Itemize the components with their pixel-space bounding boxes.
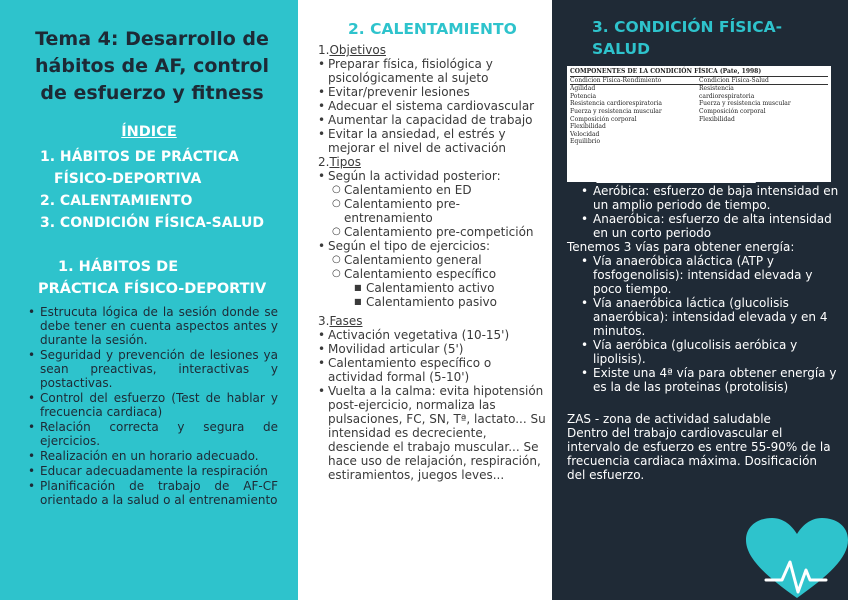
- list-item: • Aumentar la capacidad de trabajo: [318, 113, 546, 127]
- list-item: ○ Calentamiento en ED: [318, 183, 546, 197]
- list-item: ○ Calentamiento general: [318, 253, 546, 267]
- list-item: • Preparar física, fisiológica y psicológicamente al sujeto: [318, 57, 546, 85]
- objetivos-list: [318, 57, 546, 155]
- section-1-heading: [38, 256, 266, 300]
- list-item: • Realización en un horario adecuado.: [40, 449, 278, 463]
- index-item: 3. CONDICIÓN FÍSICA-SALUD: [40, 215, 264, 231]
- sub-number: 1.: [318, 43, 330, 57]
- list-item: • Aeróbica: esfuerzo de baja intensidad en un amplio periodo de tiempo.: [567, 184, 839, 212]
- sub-label: Objetivos: [329, 43, 386, 57]
- list-item: ■ Calentamiento pasivo: [318, 295, 546, 309]
- table-cell: Flexibilidad: [699, 115, 735, 123]
- table-cell: Resistencia: [699, 85, 734, 93]
- title-line: de esfuerzo y fitness: [40, 82, 264, 104]
- section-3-heading: [592, 16, 832, 60]
- section-2-body: [318, 43, 546, 482]
- zas-label: ZAS - zona de actividad saludable: [567, 412, 771, 426]
- sub-label: Tipos: [329, 155, 361, 169]
- vias-list: [567, 254, 839, 394]
- list-item: • Vía anaeróbica aláctica (ATP y fosfogenolisis): intensidad elevada y poco tiempo.: [567, 254, 839, 296]
- middle-panel: [298, 0, 552, 600]
- index-list: [40, 146, 264, 234]
- section-3-body: [567, 170, 839, 482]
- heart-pulse-icon: [746, 518, 848, 600]
- list-item: • Existe una 4ª vía para obtener energía y es la de las proteinas (protolisis): [567, 366, 839, 394]
- list-item: • Anaeróbica: esfuerzo de alta intensidad en un corto periodo: [567, 212, 839, 240]
- table-cell: Agilidad: [570, 85, 596, 93]
- right-panel: [552, 0, 848, 600]
- table-cell: Flexibilidad: [570, 123, 606, 131]
- table-cell: Resistencia cardiorespiratoria: [570, 100, 663, 108]
- subheading-resistencia: [567, 170, 839, 184]
- table-cell: Velocidad: [570, 130, 600, 138]
- list-item: • Vía anaeróbica láctica (glucolisis anaeróbica): intensidad elevada y en 4 minutos.: [567, 296, 839, 338]
- list-item: ■ Calentamiento activo: [318, 281, 546, 295]
- list-item: ○ Calentamiento específico: [318, 267, 546, 281]
- list-item: • Planificación de trabajo de AF-CF orientado a la salud o al entrenamiento: [40, 479, 278, 507]
- table-title: COMPONENTES DE LA CONDICIÓN FÍSICA (Pate, 1998): [570, 68, 762, 75]
- sub-label: Fases: [329, 314, 363, 328]
- list-item: • Movilidad articular (5'): [318, 342, 546, 356]
- table-header-cell: Condicion Física-Rendimiento: [570, 76, 662, 84]
- table-col-rendimiento: [570, 85, 699, 146]
- subheading-objetivos: [318, 43, 546, 57]
- list-item: • Estrucuta lógica de la sesión donde se debe tener en cuenta aspectos antes y durante la sesión.: [40, 305, 278, 347]
- table-header: [570, 76, 828, 86]
- table-header-cell: Condicion Física-Salud: [699, 76, 769, 84]
- heading-line: 3. CONDICIÓN FÍSICA-: [592, 18, 783, 36]
- table-cell: Equilibrio: [570, 138, 601, 146]
- resistencia-list: [567, 184, 839, 240]
- list-item: • Vuelta a la calma: evita hipotensión post-ejercicio, normaliza las pulsaciones, FC, SN, Tª, lactato... Su intensidad es decreciente, desciende el trabajo muscular... Se hace uso de relajación, respiración, estiramientos, juegos leves...: [318, 384, 546, 482]
- index-item: FÍSICO-DEPORTIVA: [54, 171, 202, 187]
- table-cell: Composición corporal: [699, 107, 766, 115]
- sub-number: 2.: [318, 155, 330, 169]
- list-item: • Activación vegetativa (10-15'): [318, 328, 546, 342]
- components-table: [567, 66, 831, 182]
- list-item: • Adecuar el sistema cardiovascular: [318, 99, 546, 113]
- title-line: hábitos de AF, control: [35, 55, 269, 77]
- heading-line: PRÁCTICA FÍSICO-DEPORTIV: [38, 281, 267, 297]
- index-heading: ÍNDICE: [121, 124, 177, 140]
- list-item: • Relación correcta y segura de ejercicios.: [40, 420, 278, 448]
- table-cell: Potencia: [570, 92, 597, 100]
- vias-intro: Tenemos 3 vías para obtener energía:: [567, 240, 795, 254]
- list-item: • Según la actividad posterior:: [318, 169, 546, 183]
- sub-label: Resistencia cardiovascular: [596, 170, 756, 184]
- list-item: • Según el tipo de ejercicios:: [318, 239, 546, 253]
- table-body: [570, 85, 828, 146]
- table-cell: cardiorespiratoria: [699, 92, 755, 100]
- sub-number: 3.: [318, 314, 330, 328]
- list-item: • Seguridad y prevención de lesiones ya sean preactivas, interactivas y postactivas.: [40, 348, 278, 390]
- list-item: ○ Calentamiento pre-competición: [318, 225, 546, 239]
- heading-line: SALUD: [592, 40, 650, 58]
- heading-line: 1. HÁBITOS DE: [58, 259, 179, 275]
- table-cell: Fuerza y resistencia muscular: [699, 100, 791, 108]
- list-item: • Calentamiento específico o actividad formal (5-10'): [318, 356, 546, 384]
- section-1-list: [40, 305, 278, 508]
- section-2-heading: 2. CALENTAMIENTO: [348, 20, 517, 38]
- table-cell: Fuerza y resistencia muscular: [570, 107, 662, 115]
- list-item: • Evitar la ansiedad, el estrés y mejorar el nivel de activación: [318, 127, 546, 155]
- zas-text: Dentro del trabajo cardiovascular el intervalo de esfuerzo es entre 55-90% de la frecuencia cardiaca máxima. Dosificación del esfuerzo.: [567, 426, 831, 482]
- table-cell: Composición corporal: [570, 115, 637, 123]
- subheading-fases: [318, 314, 546, 328]
- list-item: • Evitar/prevenir lesiones: [318, 85, 546, 99]
- list-item: ○ Calentamiento pre-entrenamiento: [318, 197, 546, 225]
- fases-list: [318, 328, 546, 482]
- left-panel: [0, 0, 298, 600]
- list-item: • Control del esfuerzo (Test de hablar y frecuencia cardiaca): [40, 391, 278, 419]
- page-title: [22, 26, 282, 107]
- index-item: 1. HÁBITOS DE PRÁCTICA: [40, 149, 239, 165]
- subheading-tipos: [318, 155, 546, 169]
- title-line: Tema 4: Desarrollo de: [35, 28, 269, 50]
- index-item: 2. CALENTAMIENTO: [40, 193, 193, 209]
- sub-number: 1.: [585, 170, 597, 184]
- table-col-salud: [699, 85, 828, 146]
- list-item: • Educar adecuadamente la respiración: [40, 464, 278, 478]
- list-item: • Vía aeróbica (glucolisis aeróbica y lipolisis).: [567, 338, 839, 366]
- tipos-list: [318, 169, 546, 309]
